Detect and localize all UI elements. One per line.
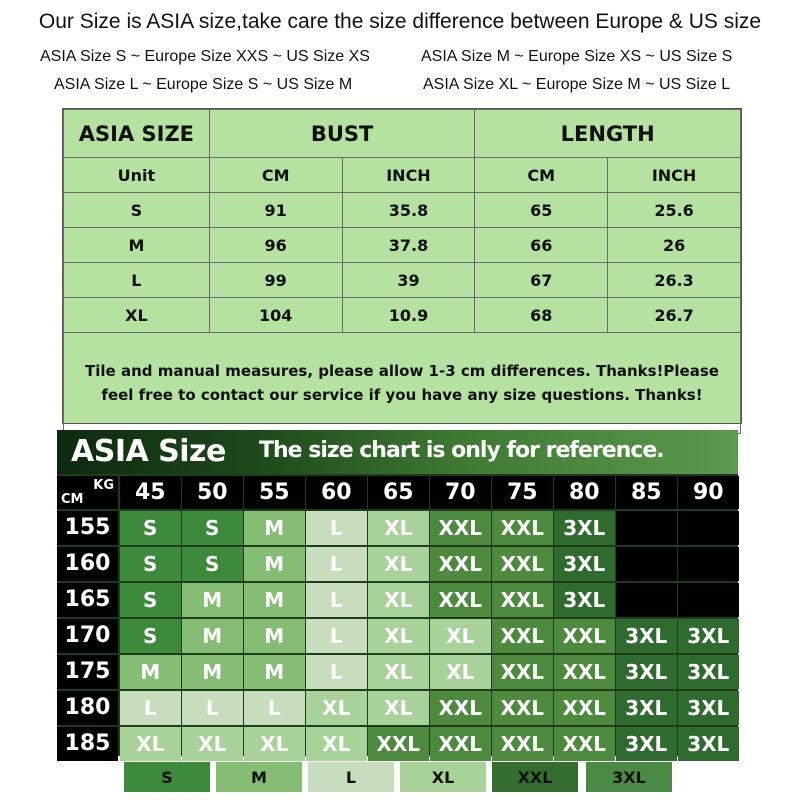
size-grid-cell: 3XL (554, 547, 615, 582)
table-row (64, 263, 741, 298)
size-grid-cell: 3XL (616, 655, 677, 690)
cm-header-175: 175 (57, 655, 118, 690)
corner-cm-label: CM (61, 492, 84, 507)
kg-header-55: 55 (244, 476, 305, 509)
size-grid-cell: XXL (430, 583, 491, 618)
kg-header-45: 45 (120, 476, 181, 509)
header-bust: BUST (209, 110, 475, 158)
conversion-l: ASIA Size L ~ Europe Size S ~ US Size M (54, 76, 353, 93)
unit-bust-inch: INCH (342, 158, 475, 193)
cm-header-160: 160 (57, 547, 118, 582)
size-grid-cell: L (306, 583, 367, 618)
measurement-note: Tile and manual measures, please allow 1-3 cm differences. Thanks!Please feel free to contact our service if you have any size questions. Thanks! (64, 333, 741, 434)
size-grid-cell (678, 547, 739, 582)
size-grid-cell: XXL (430, 511, 491, 546)
conversion-m: ASIA Size M ~ Europe Size XS ~ US Size S (421, 48, 733, 65)
size-grid-cell (616, 511, 677, 546)
size-grid-cell: XL (368, 583, 429, 618)
header-asia-size: ASIA SIZE (64, 110, 210, 158)
size-grid-cell: XL (430, 655, 491, 690)
length-cm-cell: 68 (475, 298, 608, 333)
cm-header-155: 155 (57, 511, 118, 546)
size-grid-cell (678, 511, 739, 546)
size-grid-cell: XXL (492, 655, 553, 690)
unit-label: Unit (64, 158, 210, 193)
size-grid-cell: XL (368, 655, 429, 690)
size-grid-cell: XL (368, 547, 429, 582)
size-grid-cell: S (120, 583, 181, 618)
weight-height-size-chart (57, 430, 738, 756)
legend-swatch-xxl: XXL (492, 762, 578, 792)
size-grid-cell: XXL (554, 619, 615, 654)
kg-header-90: 90 (678, 476, 739, 509)
legend-swatch-xl: XL (400, 762, 486, 792)
size-grid-cell: XXL (492, 511, 553, 546)
size-grid-cell: S (182, 511, 243, 546)
table-header-row (64, 110, 741, 158)
size-grid-cell: M (244, 547, 305, 582)
length-cm-cell: 66 (475, 228, 608, 263)
size-grid-cell: M (244, 655, 305, 690)
bust-cm-cell: 91 (209, 193, 342, 228)
size-grid-cell: XXL (368, 727, 429, 762)
size-grid-cell: XL (306, 691, 367, 726)
size-grid-cell: S (182, 547, 243, 582)
kg-header-85: 85 (616, 476, 677, 509)
unit-length-cm: CM (475, 158, 608, 193)
length-inch-cell: 26.3 (608, 263, 741, 298)
cm-header-165: 165 (57, 583, 118, 618)
size-grid-cell: XXL (554, 727, 615, 762)
size-grid-cell: XL (244, 727, 305, 762)
length-cm-cell: 67 (475, 263, 608, 298)
table-row (64, 193, 741, 228)
size-grid-cell: L (306, 619, 367, 654)
chart-title: ASIA Size (71, 434, 226, 469)
bust-cm-cell: 99 (209, 263, 342, 298)
size-grid-cell: S (120, 511, 181, 546)
header-length: LENGTH (475, 110, 741, 158)
size-grid-cell: XL (430, 619, 491, 654)
size-grid-cell: L (306, 655, 367, 690)
size-grid-cell: XL (182, 727, 243, 762)
size-grid-cell: 3XL (554, 511, 615, 546)
kg-header-70: 70 (430, 476, 491, 509)
size-grid-cell: XL (368, 619, 429, 654)
kg-header-75: 75 (492, 476, 553, 509)
chart-subtitle: The size chart is only for reference. (259, 438, 664, 463)
size-grid-cell: M (182, 619, 243, 654)
size-grid-cell: 3XL (678, 691, 739, 726)
corner-kg-label: KG (93, 478, 114, 493)
size-grid-cell: XXL (430, 691, 491, 726)
size-grid-cell: XL (368, 511, 429, 546)
cm-header-170: 170 (57, 619, 118, 654)
size-grid-cell: S (120, 619, 181, 654)
legend-swatch-s: S (124, 762, 210, 792)
size-grid-cell: XXL (554, 691, 615, 726)
bust-inch-cell: 39 (342, 263, 475, 298)
size-grid-cell: M (244, 583, 305, 618)
size-grid-cell: 3XL (554, 583, 615, 618)
bust-cm-cell: 96 (209, 228, 342, 263)
table-unit-row (64, 158, 741, 193)
size-grid-cell: XXL (430, 727, 491, 762)
size-grid-cell: 3XL (678, 655, 739, 690)
size-grid-cell: L (244, 691, 305, 726)
kg-header-80: 80 (554, 476, 615, 509)
size-grid-cell: M (182, 583, 243, 618)
size-grid-cell: XXL (492, 727, 553, 762)
size-cell: XL (64, 298, 210, 333)
legend-swatch-3xl: 3XL (586, 762, 672, 792)
table-row (64, 298, 741, 333)
length-cm-cell: 65 (475, 193, 608, 228)
unit-bust-cm: CM (209, 158, 342, 193)
size-grid-cell: L (182, 691, 243, 726)
cm-header-185: 185 (57, 727, 118, 762)
kg-header-60: 60 (306, 476, 367, 509)
table-note-row (64, 333, 741, 434)
size-grid-cell (616, 547, 677, 582)
size-grid-cell: M (244, 619, 305, 654)
conversion-s: ASIA Size S ~ Europe Size XXS ~ US Size XS (40, 48, 370, 65)
size-grid-cell: XL (120, 727, 181, 762)
size-cell: M (64, 228, 210, 263)
size-grid-cell: 3XL (616, 727, 677, 762)
size-grid-cell: L (306, 511, 367, 546)
legend-swatch-m: M (216, 762, 302, 792)
size-grid-cell: M (182, 655, 243, 690)
bust-inch-cell: 35.8 (342, 193, 475, 228)
table-row (64, 228, 741, 263)
size-grid-cell: XXL (554, 655, 615, 690)
unit-length-inch: INCH (608, 158, 741, 193)
size-grid-cell: 3XL (678, 619, 739, 654)
kg-header-50: 50 (182, 476, 243, 509)
size-measurement-table (62, 108, 742, 424)
size-grid-cell (616, 583, 677, 618)
bust-inch-cell: 10.9 (342, 298, 475, 333)
size-grid-cell (678, 583, 739, 618)
legend-swatch-l: L (308, 762, 394, 792)
size-grid-cell: XXL (492, 547, 553, 582)
length-inch-cell: 26.7 (608, 298, 741, 333)
size-grid-cell: XL (368, 691, 429, 726)
cm-header-180: 180 (57, 691, 118, 726)
size-grid-cell: XXL (492, 619, 553, 654)
size-grid-cell: 3XL (616, 691, 677, 726)
size-grid-cell: 3XL (616, 619, 677, 654)
page-title: Our Size is ASIA size,take care the size difference between Europe & US size (38, 10, 762, 33)
size-cell: S (64, 193, 210, 228)
size-grid-cell: XXL (430, 547, 491, 582)
size-grid-cell: S (120, 547, 181, 582)
chart-banner (57, 430, 738, 474)
bust-inch-cell: 37.8 (342, 228, 475, 263)
size-grid-cell: XL (306, 727, 367, 762)
size-grid-cell: M (120, 655, 181, 690)
size-grid-cell: L (120, 691, 181, 726)
size-grid-cell: L (306, 547, 367, 582)
length-inch-cell: 26 (608, 228, 741, 263)
size-grid-cell: 3XL (678, 727, 739, 762)
chart-corner-cell (57, 476, 118, 509)
bust-cm-cell: 104 (209, 298, 342, 333)
kg-header-65: 65 (368, 476, 429, 509)
size-grid-cell: XXL (492, 691, 553, 726)
length-inch-cell: 25.6 (608, 193, 741, 228)
size-cell: L (64, 263, 210, 298)
conversion-xl: ASIA Size XL ~ Europe Size M ~ US Size L (423, 76, 731, 93)
size-grid-cell: XXL (492, 583, 553, 618)
size-grid-cell: M (244, 511, 305, 546)
